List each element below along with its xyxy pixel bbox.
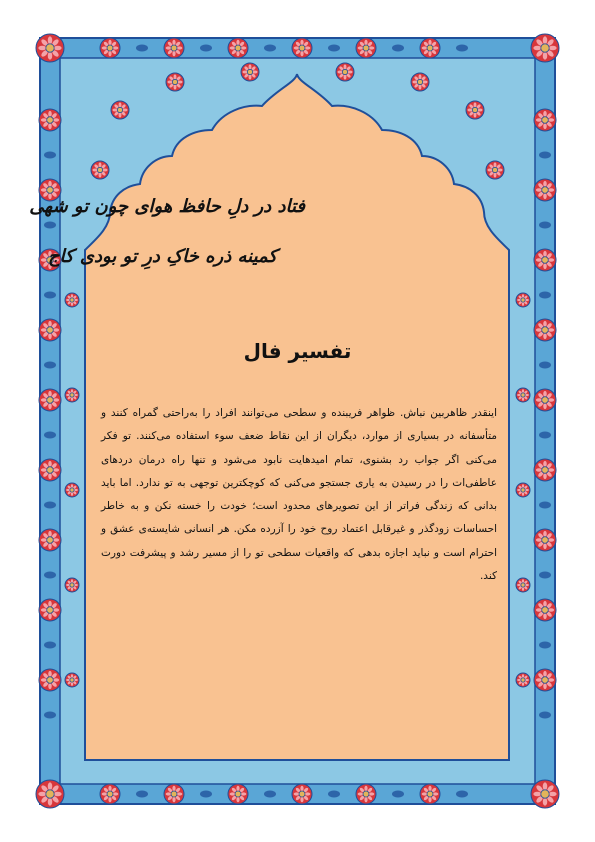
border-leaf [328,45,340,52]
corner-rosette [531,34,559,62]
inner-rosette [65,388,79,402]
border-rosette [228,38,248,58]
page-title: تفسیر فال [243,339,352,363]
border-rosette [420,38,440,58]
border-rosette [356,38,376,58]
border-rosette [534,529,556,551]
arch-rosette [466,101,484,119]
border-rosette [534,249,556,271]
border-rosette [39,669,61,691]
inner-rosette [516,673,530,687]
border-leaf [136,45,148,52]
border-leaf [539,432,551,439]
border-rosette [420,784,440,804]
border-leaf [264,791,276,798]
border-rosette [100,784,120,804]
border-rosette [39,109,61,131]
arch-rosette [91,161,109,179]
inner-rosette [65,293,79,307]
border-leaf [264,45,276,52]
border-rosette [292,784,312,804]
border-leaf [200,45,212,52]
border-leaf [44,572,56,579]
border-rosette [292,38,312,58]
border-rosette [534,389,556,411]
border-leaf [44,712,56,719]
border-rosette [534,179,556,201]
border-leaf [392,791,404,798]
arch-rosette [166,73,184,91]
border-leaf [328,791,340,798]
border-rosette [39,599,61,621]
border-leaf [44,502,56,509]
border-rosette [39,389,61,411]
border-rosette [164,784,184,804]
border-rosette [228,784,248,804]
border-rosette [356,784,376,804]
border-rosette [39,529,61,551]
border-leaf [456,45,468,52]
border-leaf [44,152,56,159]
corner-rosette [36,34,64,62]
border-rosette [534,599,556,621]
border-rosette [164,38,184,58]
border-rosette [534,319,556,341]
border-leaf [539,292,551,299]
inner-rosette [516,483,530,497]
inner-rosette [65,483,79,497]
border-leaf [539,712,551,719]
poem-line-1: فتاد در دلِ حافظ هوای چون تو شهی [29,196,305,217]
border-rosette [534,109,556,131]
corner-rosette [531,780,559,808]
border-leaf [44,292,56,299]
border-rosette [39,459,61,481]
border-leaf [539,502,551,509]
arch-rosette [411,73,429,91]
border-rosette [534,459,556,481]
border-rosette [39,319,61,341]
arch-rosette [486,161,504,179]
border-leaf [392,45,404,52]
border-rosette [100,38,120,58]
inner-rosette [516,293,530,307]
border-leaf [539,572,551,579]
arch-rosette [111,101,129,119]
inner-rosette [516,578,530,592]
arch-rosette [336,63,354,81]
border-leaf [44,642,56,649]
border-leaf [539,222,551,229]
border-leaf [539,642,551,649]
inner-rosette [516,388,530,402]
border-leaf [44,222,56,229]
inner-rosette [65,673,79,687]
border-leaf [136,791,148,798]
inner-rosette [65,578,79,592]
border-rosette [534,669,556,691]
border-leaf [539,152,551,159]
poem-line-2: کمینه ذره خاکِ درِ تو بودی کاج [47,246,277,267]
border-leaf [456,791,468,798]
corner-rosette [36,780,64,808]
interpretation-text: اینقدر ظاهربین نباش. ظواهر فریبنده و سطحی می‌توانند افراد را به‌راحتی گمراه کنند و متأسفانه در بسیاری از موارد، دیگران از این نقاط ضعف سوء استفاده می‌کنند. تو فکر می‌کنی اگر جواب رد بشنوی، تمام امیدهایت نابود می‌شود و تنها راه درمان دردهای عاطفی‌ات را در رسیدن به یاری جستجو می‌کنی که کوچکترین توجهی به تو ندارد. اما باید بدانی که زندگی فراتر از این تصویرهای محدود است؛ خودت را خسته نکن و به خاطر احساسات زودگذر و غیرقابل اعتماد روح خود را آزرده مکن. هر انسانی شایسته‌ی عشق و احترام است و نباید اجازه بدهی که واقعیات سطحی تو را از مسیر رشد و پیشرفت دورت کند. [101,407,497,583]
border-leaf [200,791,212,798]
border-leaf [44,432,56,439]
arch-rosette [241,63,259,81]
